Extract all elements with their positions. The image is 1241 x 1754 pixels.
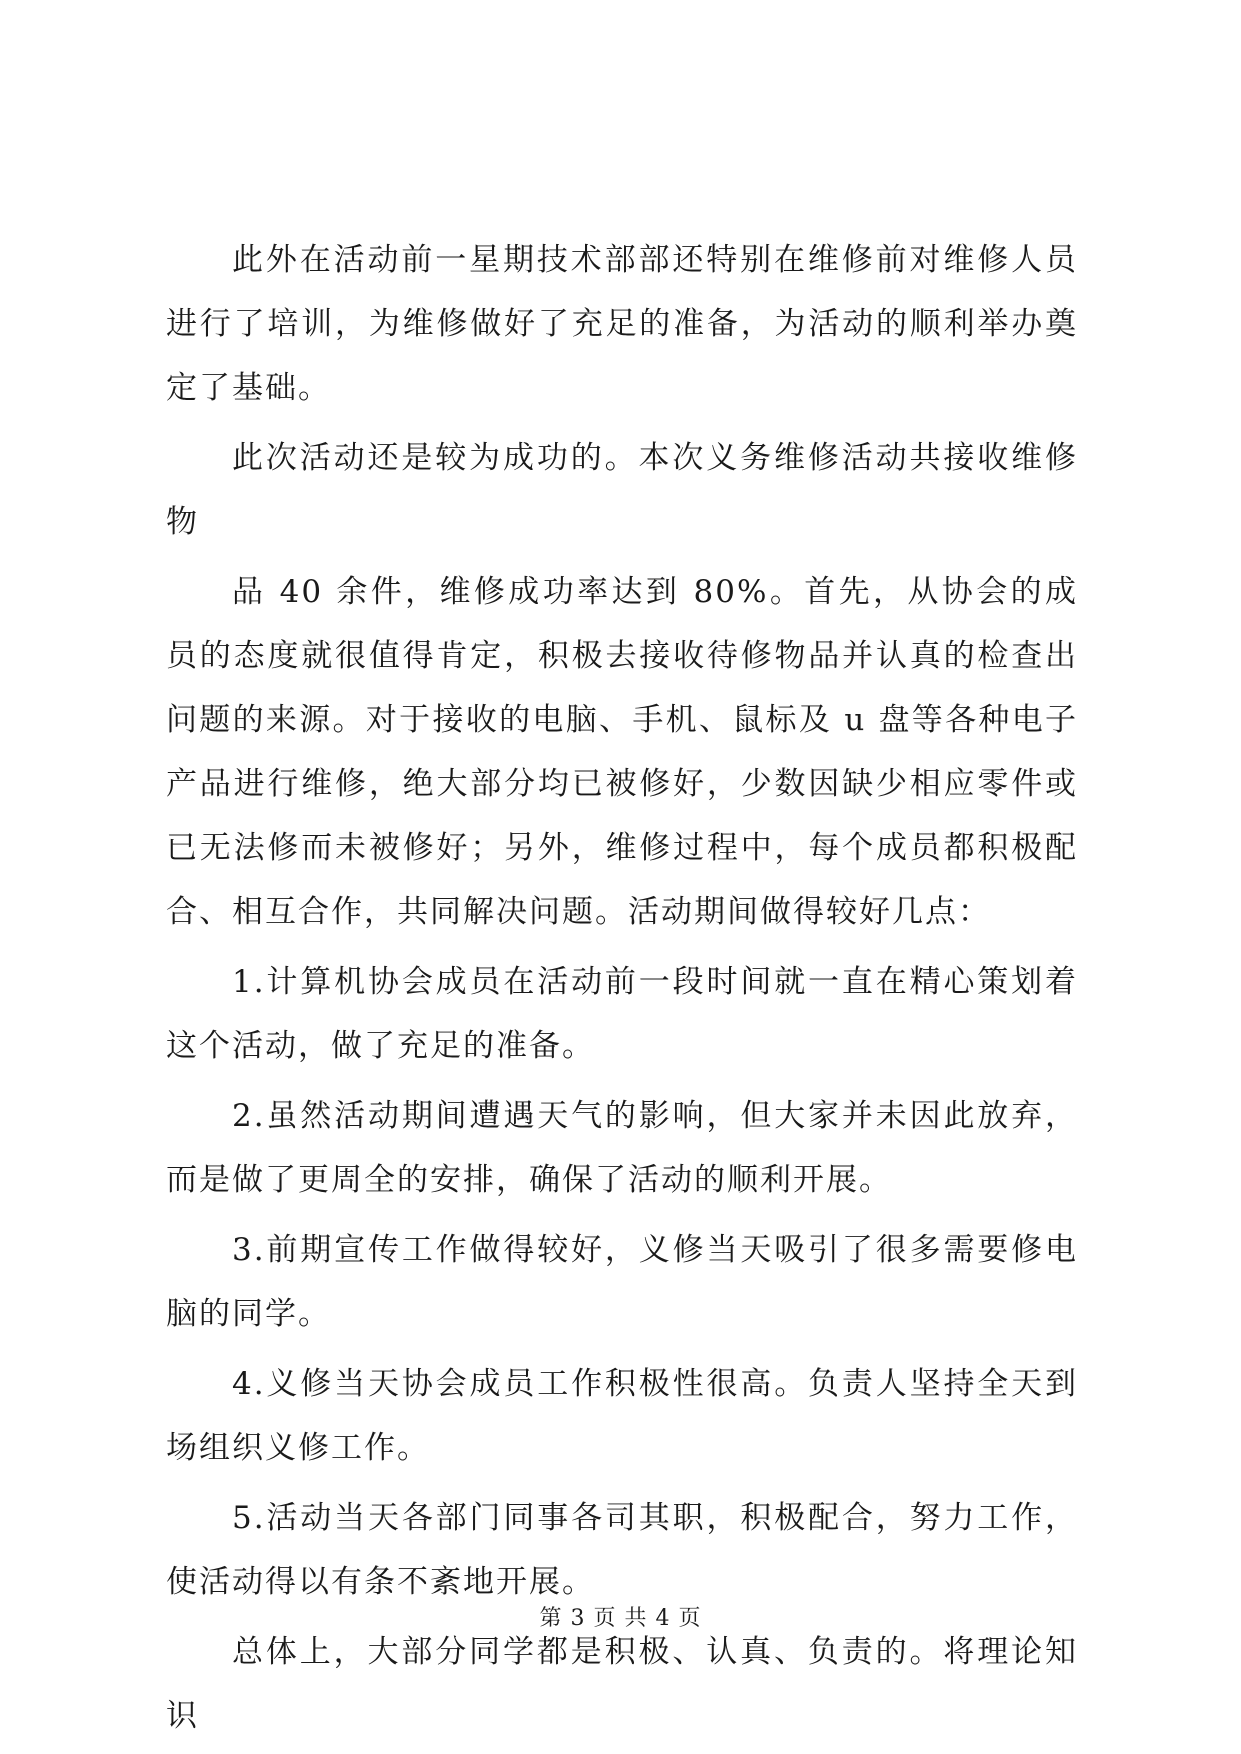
- page-number-footer: 第 3 页 共 4 页: [539, 1606, 702, 1631]
- list-item-point-1: 1.计算机协会成员在活动前一段时间就一直在精心策划着这个活动，做了充足的准备。: [166, 964, 1078, 1064]
- list-item-point-2: 2.虽然活动期间遭遇天气的影响，但大家并未因此放弃，而是做了更周全的安排，确保了活动的顺利开展。: [166, 1098, 1078, 1198]
- paragraph-activity-success-intro: 此次活动还是较为成功的。本次义务维修活动共接收维修物: [166, 440, 1078, 540]
- list-item-point-4: 4.义修当天协会成员工作积极性很高。负责人坚持全天到场组织义修工作。: [166, 1366, 1078, 1466]
- document-body: [166, 228, 1078, 1754]
- list-item-point-5: 5.活动当天各部门同事各司其职，积极配合，努力工作，使活动得以有条不紊地开展。: [166, 1500, 1078, 1600]
- paragraph-preparation-training: 此外在活动前一星期技术部部还特别在维修前对维修人员进行了培训，为维修做好了充足的准备，为活动的顺利举办奠定了基础。: [166, 242, 1078, 406]
- paragraph-summary: 总体上，大部分同学都是积极、认真、负责的。将理论知识: [166, 1634, 1078, 1734]
- list-item-point-3: 3.前期宣传工作做得较好，义修当天吸引了很多需要修电脑的同学。: [166, 1232, 1078, 1332]
- paragraph-activity-results: 品 40 余件，维修成功率达到 80%。首先，从协会的成员的态度就很值得肯定，积极去接收待修物品并认真的检查出问题的来源。对于接收的电脑、手机、鼠标及 u 盘等各种电子产品进行维修，绝大部分均已被修好，少数因缺少相应零件或已无法修而未被修好；另外，维修过程中，每个成员都积极配合、相互合作，共同解决问题。活动期间做得较好几点：: [166, 574, 1078, 930]
